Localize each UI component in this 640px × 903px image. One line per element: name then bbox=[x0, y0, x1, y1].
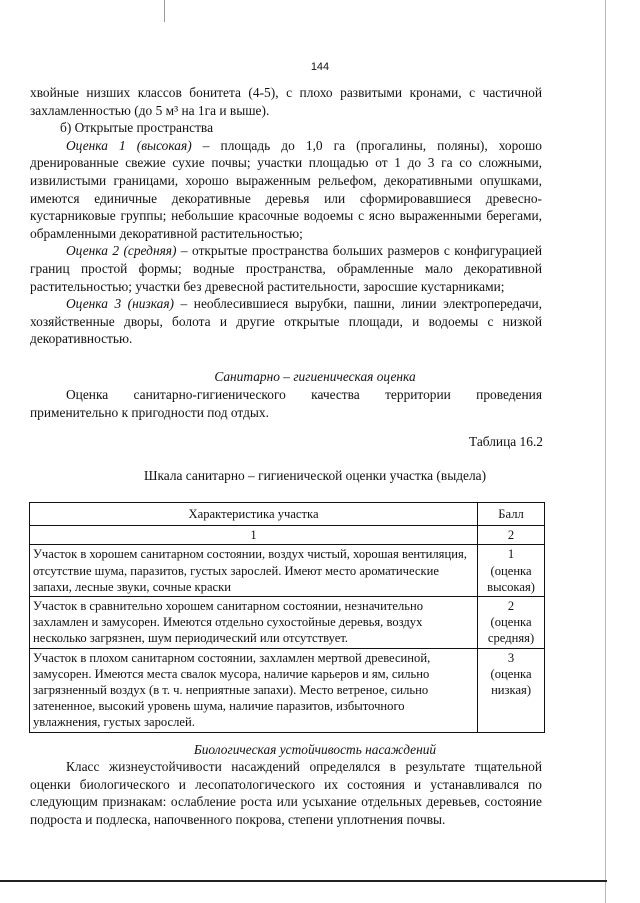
grade-1-text: – площадь до 1,0 га (прогалины, поляны), хорошо дренированные свежие сухие почвы; участки площадью от 1 до 3 га со сложными, извилистыми границами, хорошо выраженным рельефом, декоративными опушками, имеются единичные декоративные деревья или сформировавшиеся древесно-кустарниковые группы; небольшие красочные водоемы с ясно выраженными берегами, обрамленными декоративной растительностью; bbox=[30, 137, 543, 241]
table-row bbox=[30, 648, 545, 732]
scan-edge-bottom bbox=[0, 880, 607, 882]
table-row bbox=[30, 597, 545, 649]
row-1-characteristic: Участок в хорошем санитарном состоянии, воздух чистый, хорошая вентиляция, отсутствие шума, паразитов, густых зарослей. Имеют место ароматические запахи, лесные звуки, сочные краски bbox=[30, 545, 478, 597]
grade-2-text: – открытые пространства больших размеров с конфигурацией границ простой формы; водные пространства, обрамленные мало декоративной растительностью; участки без древесной растительности, заросшие кустарниками; bbox=[30, 243, 542, 294]
table-header-row bbox=[30, 503, 545, 526]
grade-1-paragraph bbox=[30, 137, 542, 243]
sanitary-scale-table bbox=[29, 502, 545, 733]
row-2-score: 2 bbox=[507, 599, 515, 614]
table-caption: Таблица 16.2 bbox=[468, 434, 543, 449]
sanitary-heading: Санитарно – гигиеническая оценка bbox=[214, 369, 416, 384]
row-1-score: 1 bbox=[507, 547, 515, 562]
grade-2-label: Оценка 2 (средняя) bbox=[66, 243, 177, 259]
grade-3-label: Оценка 3 (низкая) bbox=[66, 296, 175, 312]
row-3-score: 3 bbox=[507, 650, 515, 665]
scan-edge-top bbox=[164, 0, 165, 22]
sanitary-paragraph bbox=[30, 386, 542, 421]
grade-3-text: – необлесившиеся вырубки, пашни, линии электропередачи, хозяйственные дворы, болота и другие открытые площади, и водоемы с низкой декоративностью. bbox=[30, 296, 542, 347]
column-number-1: 1 bbox=[30, 526, 478, 545]
row-3-score-cell bbox=[478, 648, 545, 732]
column-number-2: 2 bbox=[478, 526, 545, 545]
page-number: 144 bbox=[310, 61, 330, 73]
scan-edge-right bbox=[605, 0, 606, 903]
grade-1-label: Оценка 1 (высокая) bbox=[66, 137, 192, 153]
row-2-score-cell bbox=[478, 597, 545, 649]
table-title: Шкала санитарно – гигиенической оценки участка (выдела) bbox=[143, 468, 487, 483]
bio-text: Класс жизнеустойчивости насаждений определялся в результате тщательной оценки биологического и лесопатологического их состояния и устанавливался по следующим признакам: ослабление роста или усыхание отдельных деревьев, состояние подроста и подлеска, напочвенного покрова, степени уплотнения почвы. bbox=[30, 759, 542, 827]
intro-line-2: захламленностью (до 5 м³ на 1га и выше). bbox=[30, 102, 270, 118]
bio-paragraph bbox=[30, 758, 542, 828]
grade-2-paragraph bbox=[30, 242, 542, 295]
header-score: Балл bbox=[478, 503, 545, 526]
intro-paragraph bbox=[30, 84, 542, 348]
row-2-score-note: (оценка средняя) bbox=[487, 615, 535, 646]
row-2-characteristic: Участок в сравнительно хорошем санитарном состоянии, незначительно захламлен и замусорен. Имеются отдельно сухостойные деревья, воздух несколько загрязнен, шум периодический или отсутствует. bbox=[30, 597, 478, 649]
row-3-characteristic: Участок в плохом санитарном состоянии, захламлен мертвой древесиной, замусорен. Имеются места свалок мусора, наличие карьеров и ям, сильно загрязненный воздух (в т. ч. неприятные запахи). Место ветреное, сильно затененное, высокий уровень шума, наличие паразитов, избыточного увлажнения, густых зарослей. bbox=[30, 648, 478, 732]
open-spaces-heading: б) Открытые пространства bbox=[60, 120, 214, 136]
row-1-score-note: (оценка высокая) bbox=[487, 563, 535, 594]
row-1-score-cell bbox=[478, 545, 545, 597]
bio-heading: Биологическая устойчивость насаждений bbox=[193, 742, 437, 757]
table-column-numbers-row bbox=[30, 526, 545, 545]
row-3-score-note: (оценка низкая) bbox=[490, 666, 532, 698]
sanitary-text: Оценка санитарно-гигиенического качества территории проведения применительно к пригодности под отдых. bbox=[30, 387, 542, 420]
grade-3-paragraph bbox=[30, 295, 542, 348]
table-row bbox=[30, 545, 545, 597]
header-characteristic: Характеристика участка bbox=[30, 503, 478, 526]
intro-line-1: хвойные низших классов бонитета (4-5), с плохо развитыми кронами, с частичной bbox=[30, 85, 542, 100]
